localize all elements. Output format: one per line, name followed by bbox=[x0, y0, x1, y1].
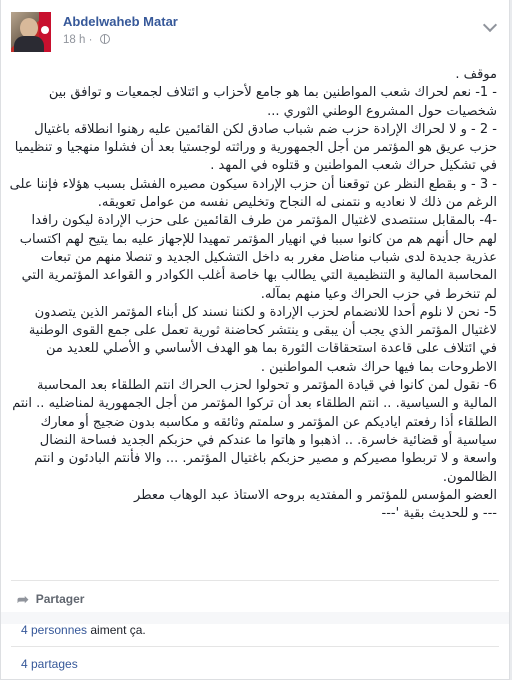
post-text bbox=[9, 66, 497, 523]
chevron-down-icon[interactable] bbox=[483, 18, 497, 32]
divider bbox=[11, 580, 499, 581]
post-header bbox=[11, 8, 501, 56]
divider bbox=[11, 646, 499, 647]
author-name[interactable]: Abdelwaheb Matar bbox=[63, 14, 178, 29]
post-paragraph: - 1- نعم لحراك شعب المواطنين بما هو جامع لأحزاب و ائتلاف لجمعيات و توافق بين شخصيات حول المشروع الوطني الثوري ... bbox=[48, 85, 497, 119]
shares-summary bbox=[21, 657, 78, 671]
likes-suffix: aiment ça. bbox=[87, 623, 146, 637]
post-paragraph: 5- نحن لا نلوم أحدا للانضمام لحزب الإرادة و لكننا نسند كل أبناء المؤتمر الذين يتصدون لاغتيال المؤتمر الذي يجب أن يبقى و ينتشر كحاضنة ثورية تعمل على جمع القوى الوطنية في ائتلاف على قاعدة استحقاقات الثورة بما هو الهدف الأساسي و الأصلي للعديد من الاطروحات بما فيها حراك شعب المواطنين . bbox=[28, 304, 497, 375]
author-avatar[interactable] bbox=[11, 12, 51, 52]
share-button[interactable] bbox=[17, 588, 84, 610]
likes-count-link[interactable]: 4 personnes bbox=[21, 623, 88, 637]
globe-icon bbox=[100, 34, 110, 44]
post-paragraph: --- و للحديث بقية '--- bbox=[381, 506, 497, 522]
post-paragraph: موقف . bbox=[455, 67, 497, 82]
likes-summary bbox=[21, 623, 146, 637]
shares-count-link[interactable]: 4 partages bbox=[21, 657, 78, 671]
post-timestamp[interactable]: 18 h · bbox=[63, 34, 110, 46]
post-paragraph: - 2 - و لا لحراك الإرادة حزب ضم شباب صادق لكن القائمين عليه رهنوا انطلاقه باغتيال حزب عريق هو المؤتمر من أجل الجمهورية و وراثته لوجستيا بعد أن فشلوا منهجيا و تنظيميا في تشكيل حراك شعب المواطنين و قتلوه في المهد . bbox=[14, 121, 497, 174]
post-paragraph: - 3 - و بقطع النظر عن توقعنا أن حزب الإرادة سيكون مصيره الفشل بسبب هؤلاء فإننا على الرغم من ذلك لا نعاديه و نتمنى له النجاح وتخليص نفسه من عوامل تعويقه. bbox=[9, 176, 497, 211]
post-time[interactable]: 18 h bbox=[63, 34, 86, 46]
post-paragraph: -4- بالمقابل سنتصدى لاغتيال المؤتمر من طرف القائمين على حزب الإرادة ليكون رافدا لهم حال أنهم هم من كانوا سببا في انهيار المؤتمر تمهيدا للإجهاز عليه بما يتيح لهم اكتساب عذرية جديدة لدى شباب مناضل مغرر به داخل التشكيل الجديد و تنصلا منهم من تبعات المحاسبة المالية و التنظيمية التي يطالب بها خاصة أغلب الكوادر و القواعد المؤتمرية التي لم تنخرط في حزب الحراك وعيا منهم بمآله. bbox=[19, 213, 497, 302]
share-arrow-icon: ➦ bbox=[17, 590, 29, 607]
post-paragraph: 6- نقول لمن كانوا في قيادة المؤتمر و تحولوا لحزب الحراك انتم الطلقاء بعد المحاسبة المالية و السياسية. .. انتم الطلقاء بعد أن تركوا المؤتمر من أجل الجمهورية لمناضليه .. انتم الطلقاء أذا رفعتم اياديكم عن المؤتمر و سلمتم وثائقه و مكاسبه بدون ضجيج أو معارك سياسية أو قضائية خاسرة. .. اذهبوا و هاتوا ما عندكم في حزبكم الجديد فساحة النضال واسعة و لا تربطوا مصيركم و مصير حزبكم باغتيال المؤتمر. ... والا فأنتم البادئون و انتم الظالمون. bbox=[12, 378, 497, 485]
post-paragraph: العضو المؤسس للمؤتمر و المفتديه بروحه الاستاذ عبد الوهاب معطر bbox=[134, 487, 497, 503]
share-label: Partager bbox=[35, 592, 85, 606]
